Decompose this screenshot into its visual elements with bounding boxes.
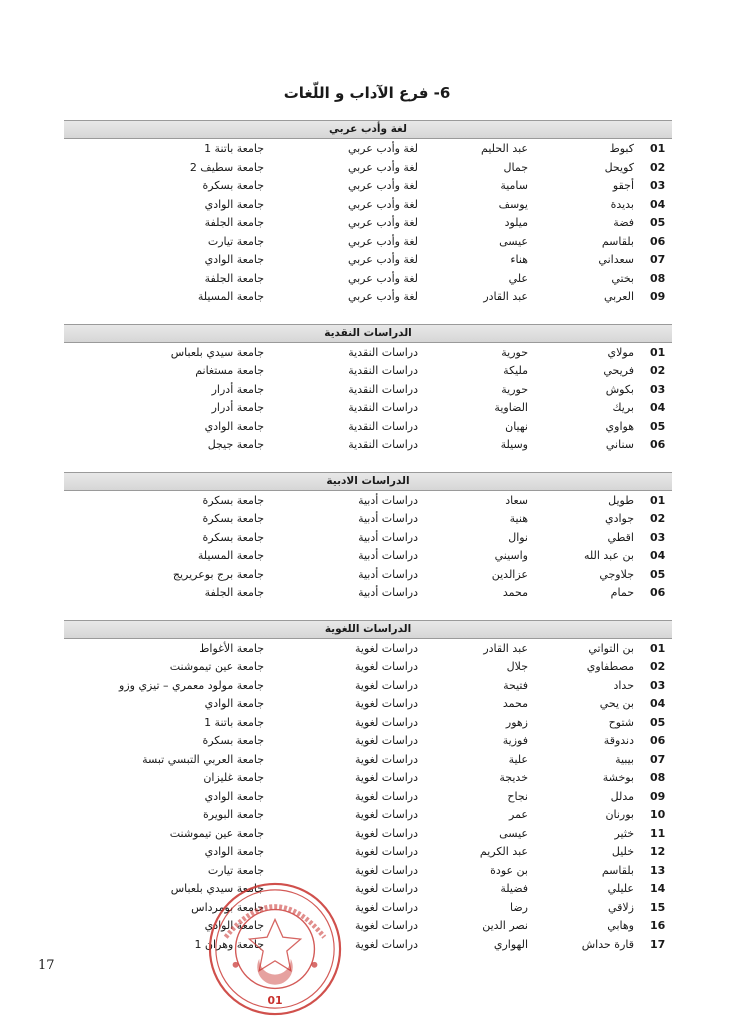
row-number: 02	[650, 660, 666, 673]
page-number: 17	[38, 958, 55, 973]
last-name: قارة حداش	[581, 937, 634, 951]
first-name: فتيحة	[503, 678, 528, 692]
specialty: دراسات لغوية	[355, 715, 418, 729]
specialty: دراسات لغوية	[355, 919, 418, 932]
row-number: 09	[650, 789, 666, 803]
specialty: لغة وأدب عربي	[347, 197, 418, 211]
specialty: دراسات أدبية	[358, 530, 418, 544]
specialty: دراسات أدبية	[358, 493, 418, 507]
specialty: دراسات لغوية	[355, 863, 418, 877]
last-name: بن التواتي	[588, 641, 634, 655]
specialty: دراسات لغوية	[355, 641, 418, 655]
university: جامعة تيارت	[207, 863, 264, 877]
last-name: بيبية	[615, 752, 634, 766]
last-name: خثير	[614, 826, 634, 840]
last-name: بكوش	[605, 382, 634, 396]
first-name: الضاوية	[494, 401, 528, 414]
first-name: عمر	[509, 808, 528, 821]
university: جامعة بسكرة	[202, 493, 264, 507]
first-name: جلال	[506, 660, 528, 673]
university: جامعة وهران 1	[194, 937, 264, 951]
row-number: 03	[650, 678, 666, 692]
table-row	[0, 250, 734, 269]
row-number: 06	[650, 734, 666, 747]
last-name: دندوقة	[603, 734, 634, 747]
specialty: لغة وأدب عربي	[347, 216, 418, 229]
row-number: 17	[650, 937, 666, 951]
page-title: 6- فرع الآداب و اللّغات	[283, 84, 451, 102]
table-row	[0, 491, 734, 510]
table-row	[0, 824, 734, 843]
table-row	[0, 195, 734, 214]
row-number: 02	[650, 364, 666, 377]
first-name: سامية	[500, 179, 528, 192]
university: جامعة العربي التبسي تبسة	[142, 752, 264, 766]
specialty: لغة وأدب عربي	[347, 253, 418, 266]
first-name: عيسى	[499, 234, 528, 248]
university: جامعة بسكرة	[202, 530, 264, 544]
university: جامعة الأغواط	[199, 641, 264, 655]
table-row	[0, 935, 734, 954]
last-name: عليلي	[607, 882, 634, 895]
row-number: 01	[650, 493, 666, 507]
table-row	[0, 898, 734, 917]
table-row	[0, 213, 734, 232]
specialty: دراسات لغوية	[355, 752, 418, 766]
row-number: 14	[650, 882, 666, 895]
specialty: دراسات لغوية	[355, 900, 418, 914]
last-name: مولاي	[607, 345, 634, 359]
specialty: دراسات النقدية	[348, 419, 418, 433]
first-name: الهواري	[493, 937, 528, 951]
table-row	[0, 546, 734, 565]
table-row	[0, 380, 734, 399]
row-number: 09	[650, 290, 666, 303]
row-number: 15	[650, 900, 666, 914]
first-name: نجاح	[507, 789, 528, 803]
last-name: سعداني	[598, 253, 634, 266]
row-number: 08	[650, 771, 666, 784]
specialty: دراسات النقدية	[348, 364, 418, 377]
table-row	[0, 509, 734, 528]
table-row	[0, 232, 734, 251]
last-name: بوخشة	[602, 771, 634, 784]
row-number: 02	[650, 512, 666, 525]
row-number: 01	[650, 142, 666, 155]
table-row	[0, 639, 734, 658]
row-number: 05	[650, 567, 666, 581]
last-name: كبوط	[609, 142, 634, 155]
row-number: 06	[650, 234, 666, 248]
last-name: خليل	[611, 845, 634, 858]
last-name: وهابي	[607, 919, 634, 932]
table-row	[0, 842, 734, 861]
row-number: 07	[650, 752, 666, 766]
row-number: 04	[650, 197, 666, 211]
first-name: سعاد	[505, 493, 528, 507]
first-name: وسيلة	[500, 438, 528, 451]
specialty: دراسات لغوية	[355, 937, 418, 951]
university: جامعة الوادي	[204, 419, 264, 433]
specialty: لغة وأدب عربي	[347, 179, 418, 192]
table-row	[0, 158, 734, 177]
first-name: فضيلة	[500, 882, 528, 895]
specialty: دراسات لغوية	[355, 678, 418, 692]
table-row	[0, 361, 734, 380]
first-name: يوسف	[498, 197, 528, 211]
specialty: لغة وأدب عربي	[347, 290, 418, 303]
first-name: فوزية	[502, 734, 528, 747]
table-row	[0, 398, 734, 417]
official-stamp-seal	[206, 880, 344, 1018]
row-number: 05	[650, 419, 666, 433]
first-name: عزالدين	[491, 567, 528, 581]
section-1	[0, 120, 734, 306]
last-name: مدلل	[610, 789, 634, 803]
last-name: حداد	[613, 678, 634, 692]
university: جامعة عين تيموشنت	[169, 826, 264, 840]
last-name: هواوي	[605, 419, 634, 433]
specialty: دراسات النقدية	[348, 438, 418, 451]
specialty: لغة وأدب عربي	[347, 234, 418, 248]
last-name: زلاقي	[607, 900, 634, 914]
specialty: دراسات لغوية	[355, 882, 418, 895]
row-number: 05	[650, 715, 666, 729]
last-name: سناني	[605, 438, 634, 451]
specialty: دراسات لغوية	[355, 789, 418, 803]
last-name: طويل	[608, 493, 634, 507]
university: جامعة برج بوعريريج	[172, 567, 264, 581]
last-name: حمام	[610, 586, 634, 599]
first-name: بن عودة	[490, 863, 528, 877]
table-row	[0, 435, 734, 454]
first-name: نصر الدين	[482, 919, 528, 932]
university: جامعة بسكرة	[202, 512, 264, 525]
university: جامعة الوادي	[204, 197, 264, 211]
row-number: 11	[650, 826, 666, 840]
specialty: دراسات النقدية	[348, 401, 418, 414]
specialty: لغة وأدب عربي	[347, 160, 418, 174]
row-number: 06	[650, 438, 666, 451]
specialty: دراسات أدبية	[358, 549, 418, 562]
last-name: فريحي	[603, 364, 634, 377]
stamp-number: 01	[267, 994, 283, 1008]
university: جامعة البويرة	[202, 808, 264, 821]
first-name: محمد	[502, 697, 528, 710]
table-row	[0, 269, 734, 288]
last-name: بريك	[612, 401, 634, 414]
specialty: لغة وأدب عربي	[347, 271, 418, 285]
section-header: الدراسات اللغوية	[64, 620, 672, 639]
row-number: 12	[650, 845, 666, 858]
table-row	[0, 916, 734, 935]
section-header: الدراسات الادبية	[64, 472, 672, 491]
university: جامعة سيدي بلعباس	[170, 345, 264, 359]
row-number: 06	[650, 586, 666, 599]
row-number: 13	[650, 863, 666, 877]
first-name: عبد الكريم	[479, 845, 528, 858]
table-row	[0, 805, 734, 824]
specialty: دراسات أدبية	[358, 512, 418, 525]
specialty: دراسات لغوية	[355, 808, 418, 821]
first-name: رضا	[509, 900, 528, 914]
last-name: أجقو	[612, 179, 634, 192]
row-number: 04	[650, 401, 666, 414]
last-name: جوادي	[604, 512, 634, 525]
first-name: عيسى	[499, 826, 528, 840]
row-number: 05	[650, 216, 666, 229]
last-name: فضة	[613, 216, 634, 229]
last-name: بن عبد الله	[583, 549, 634, 562]
row-number: 03	[650, 382, 666, 396]
table-row	[0, 768, 734, 787]
university: جامعة الوادي	[204, 845, 264, 858]
university: جامعة الوادي	[204, 253, 264, 266]
table-row	[0, 417, 734, 436]
last-name: شتوح	[608, 715, 634, 729]
row-number: 01	[650, 641, 666, 655]
first-name: نهيان	[505, 419, 528, 433]
first-name: هنية	[509, 512, 528, 525]
table-row	[0, 139, 734, 158]
university: جامعة مستغانم	[195, 364, 264, 377]
university: جامعة الوادي	[204, 789, 264, 803]
specialty: لغة وأدب عربي	[347, 142, 418, 155]
row-number: 04	[650, 697, 666, 710]
university: جامعة الجلفة	[204, 216, 264, 229]
university: جامعة المسيلة	[197, 549, 264, 562]
university: جامعة مولود معمري – تيزي وزو	[119, 678, 264, 692]
table-row	[0, 676, 734, 695]
first-name: جمال	[503, 160, 528, 174]
university: جامعة المسيلة	[197, 290, 264, 303]
last-name: مصطفاوي	[586, 660, 634, 673]
first-name: خديجة	[499, 771, 528, 784]
last-name: بلقاسم	[601, 863, 634, 877]
table-row	[0, 657, 734, 676]
last-name: بن يحي	[599, 697, 634, 710]
last-name: بديدة	[610, 197, 634, 211]
first-name: مليكة	[503, 364, 528, 377]
specialty: دراسات النقدية	[348, 382, 418, 396]
first-name: زهور	[505, 715, 528, 729]
university: جامعة عين تيموشنت	[169, 660, 264, 673]
university: جامعة الوادي	[204, 919, 264, 932]
table-row	[0, 343, 734, 362]
row-number: 01	[650, 345, 666, 359]
first-name: ميلود	[504, 216, 528, 229]
university: جامعة بسكرة	[202, 179, 264, 192]
university: جامعة أدرار	[211, 382, 264, 396]
first-name: محمد	[502, 586, 528, 599]
university: جامعة بومرداس	[191, 900, 264, 914]
university: جامعة باتنة 1	[204, 715, 264, 729]
table-row	[0, 176, 734, 195]
row-number: 16	[650, 919, 666, 932]
first-name: علي	[508, 271, 528, 285]
table-row	[0, 565, 734, 584]
section-4	[0, 620, 734, 954]
first-name: هناء	[510, 253, 528, 266]
section-2	[0, 324, 734, 454]
table-row	[0, 287, 734, 306]
specialty: دراسات لغوية	[355, 734, 418, 747]
university: جامعة الجلفة	[204, 586, 264, 599]
table-row	[0, 528, 734, 547]
university: جامعة جيجل	[207, 438, 264, 451]
row-number: 08	[650, 271, 666, 285]
sections-container	[0, 120, 734, 971]
last-name: اقطي	[607, 530, 634, 544]
specialty: دراسات أدبية	[358, 586, 418, 599]
last-name: بختي	[611, 271, 634, 285]
first-name: حورية	[501, 382, 528, 396]
first-name: عبد القادر	[483, 290, 528, 303]
row-number: 10	[650, 808, 666, 821]
university: جامعة الوادي	[204, 697, 264, 710]
table-row	[0, 713, 734, 732]
university: جامعة الجلفة	[204, 271, 264, 285]
university: جامعة بسكرة	[202, 734, 264, 747]
table-row	[0, 694, 734, 713]
row-number: 04	[650, 549, 666, 562]
last-name: جلاوجي	[599, 567, 634, 581]
section-header: لغة وأدب عربي	[64, 120, 672, 139]
last-name: العربي	[603, 290, 634, 303]
row-number: 07	[650, 253, 666, 266]
table-row	[0, 787, 734, 806]
table-row	[0, 861, 734, 880]
first-name: عبد الحليم	[481, 142, 528, 155]
specialty: دراسات لغوية	[355, 771, 418, 784]
specialty: دراسات النقدية	[348, 345, 418, 359]
specialty: دراسات لغوية	[355, 660, 418, 673]
row-number: 02	[650, 160, 666, 174]
university: جامعة غليزان	[203, 771, 264, 784]
university: جامعة سيدي بلعباس	[170, 882, 264, 895]
row-number: 03	[650, 179, 666, 192]
table-row	[0, 583, 734, 602]
last-name: بلقاسم	[601, 234, 634, 248]
university: جامعة سطيف 2	[189, 160, 264, 174]
specialty: دراسات أدبية	[358, 567, 418, 581]
university: جامعة أدرار	[211, 401, 264, 414]
table-row	[0, 879, 734, 898]
first-name: نوال	[508, 530, 528, 544]
last-name: كويحل	[604, 160, 634, 174]
first-name: حورية	[501, 345, 528, 359]
specialty: دراسات لغوية	[355, 826, 418, 840]
section-header: الدراسات النقدية	[64, 324, 672, 343]
specialty: دراسات لغوية	[355, 845, 418, 858]
first-name: عبد القادر	[483, 641, 528, 655]
university: جامعة تيارت	[207, 234, 264, 248]
first-name: واسيني	[494, 549, 528, 562]
specialty: دراسات لغوية	[355, 697, 418, 710]
last-name: بورنان	[605, 808, 634, 821]
table-row	[0, 750, 734, 769]
university: جامعة باتنة 1	[204, 142, 264, 155]
section-3	[0, 472, 734, 602]
table-row	[0, 731, 734, 750]
first-name: علية	[508, 752, 528, 766]
row-number: 03	[650, 530, 666, 544]
